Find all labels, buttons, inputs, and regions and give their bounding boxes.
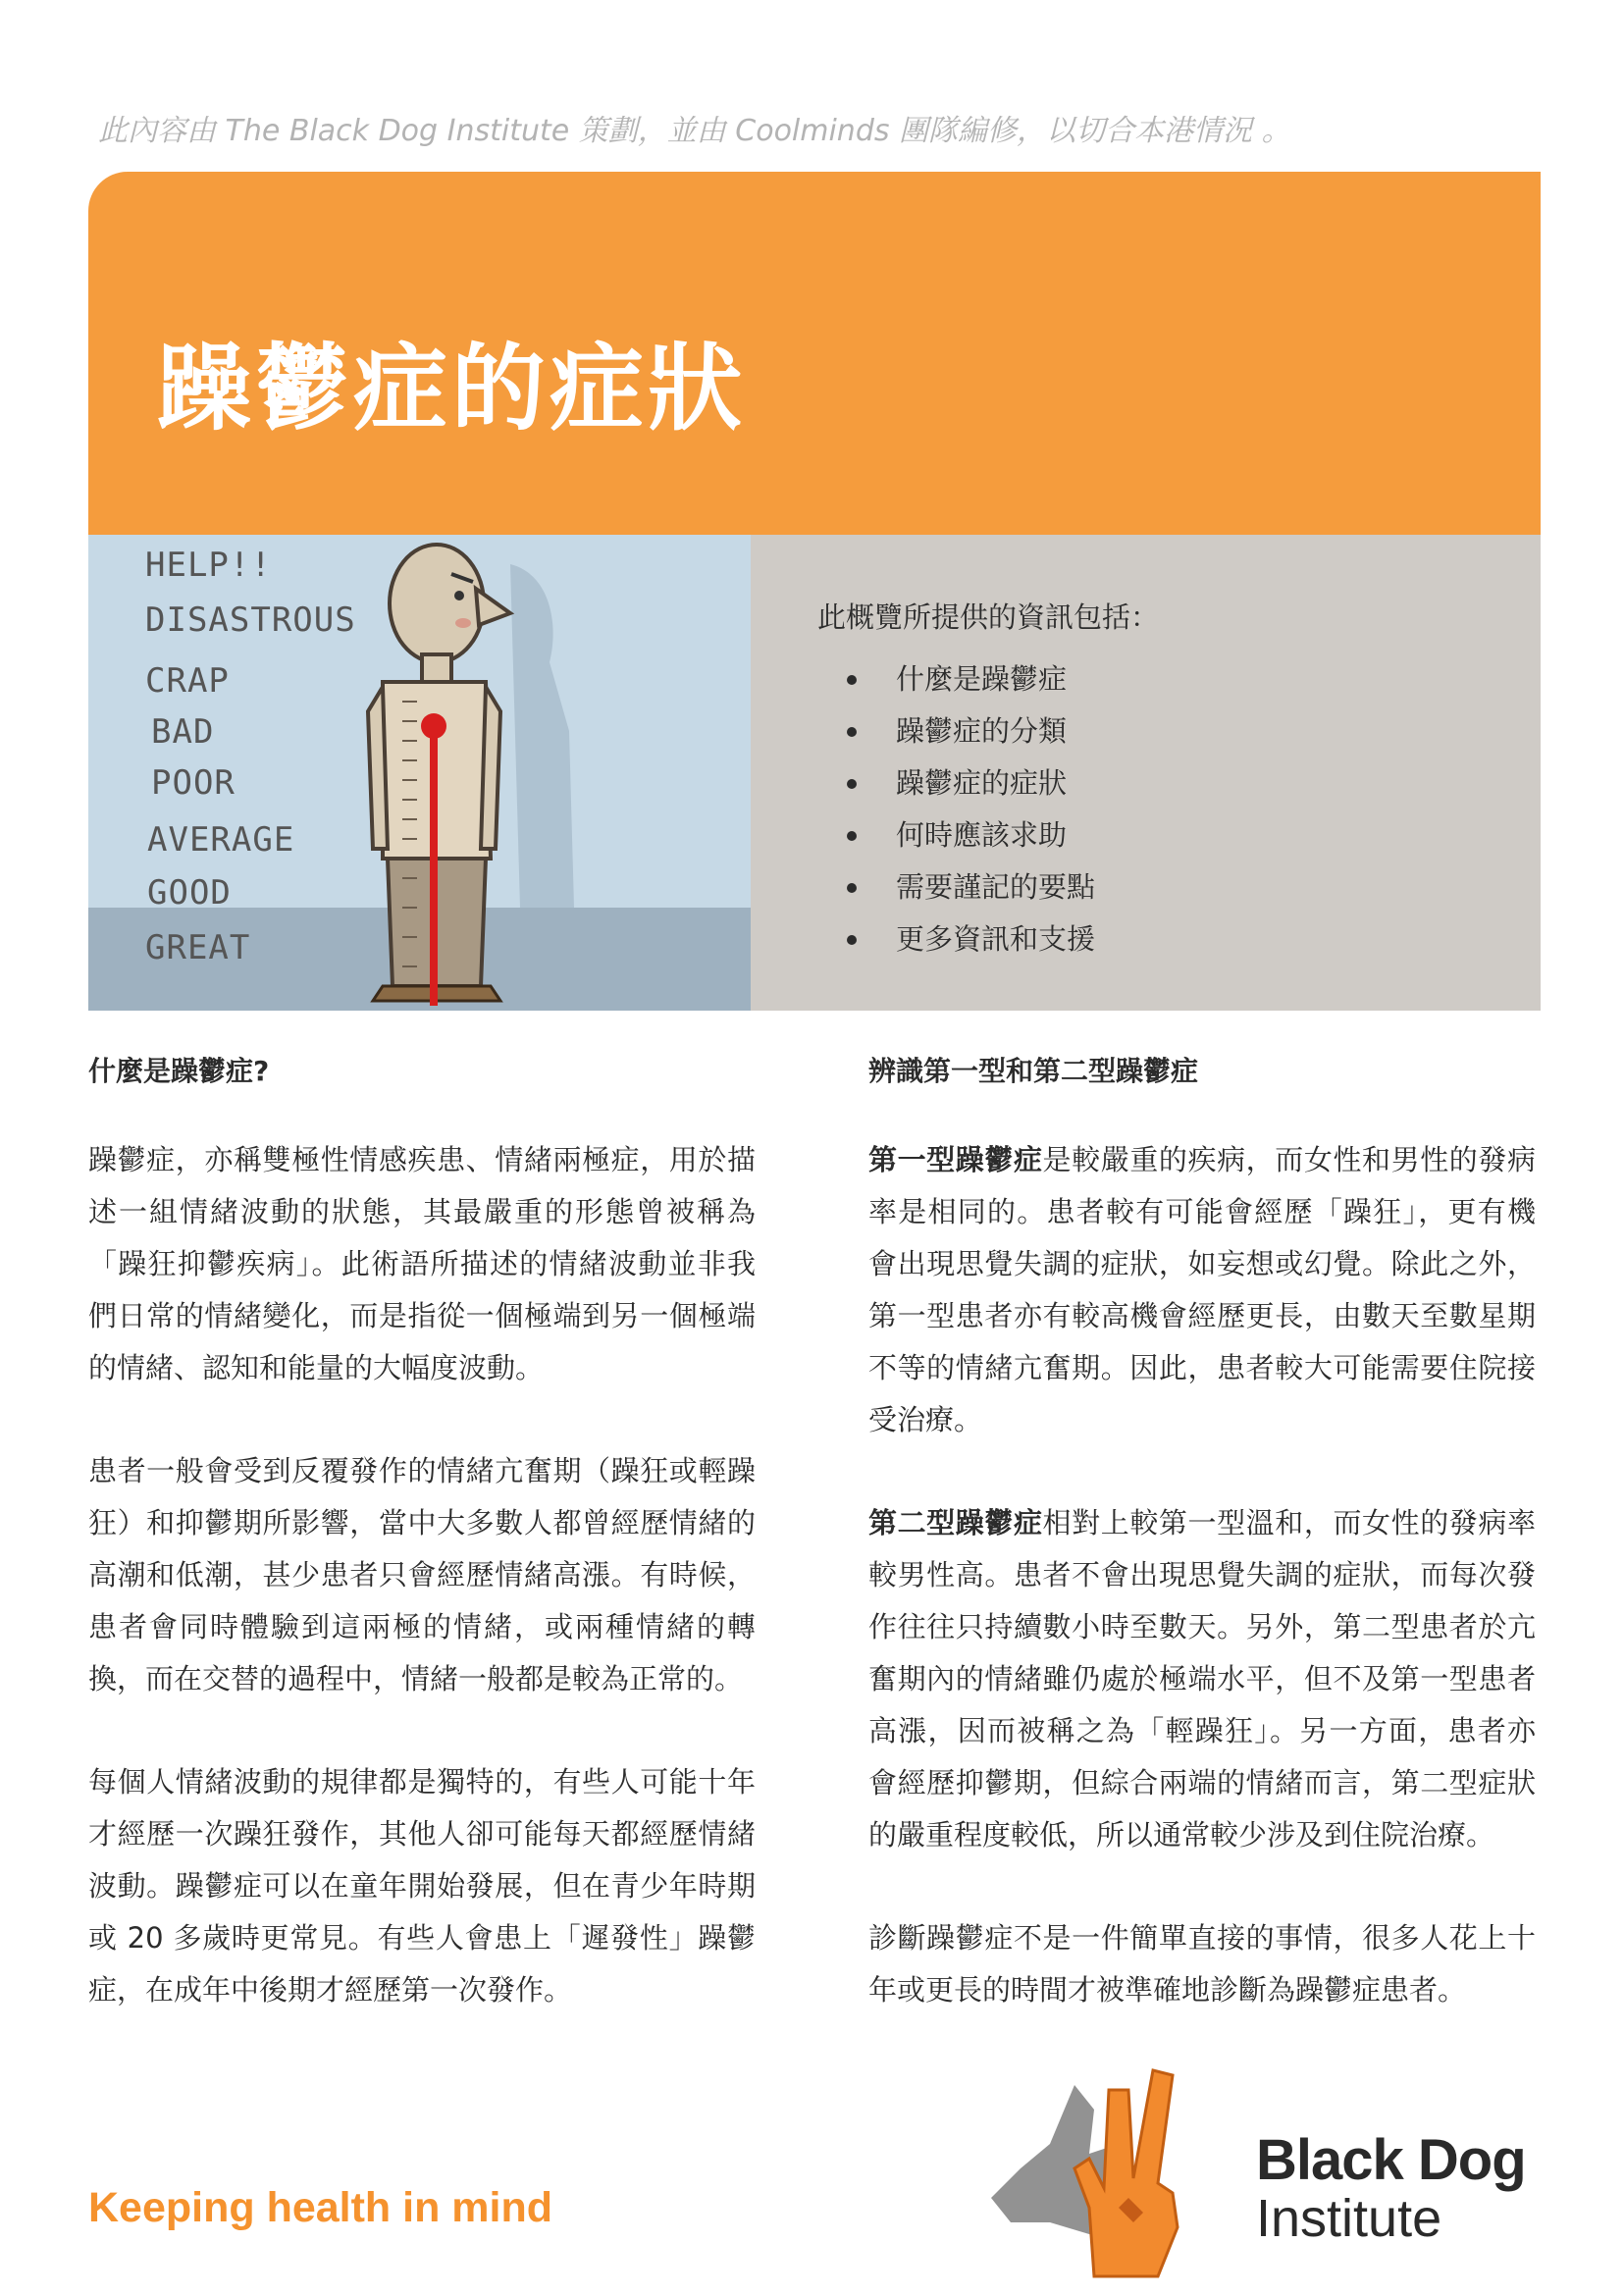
section-heading-types: 辨識第一型和第二型躁鬱症 — [868, 1055, 1199, 1087]
left-column — [88, 1050, 756, 2067]
scale-label: DISASTROUS — [145, 600, 356, 640]
scale-label: CRAP — [145, 661, 230, 701]
black-dog-logo — [981, 2051, 1570, 2286]
paragraph-text: 相對上較第一型溫和，而女性的發病率較男性高。患者不會出現思覺失調的症狀，而每次發作往往只持續數小時至數天。另外，第二型患者於亢奮期內的情緒雖仍處於極端水平，但不及第一型患者高漲，因而被稱之為「輕躁狂」。另一方面，患者亦會經歷抑鬱期，但綜合兩端的情緒而言，第二型症狀的嚴重程度較低，所以通常較少涉及到住院治療。 — [868, 1506, 1536, 1852]
overview-item: 躁鬱症的分類 — [817, 705, 1159, 757]
paragraph: 患者一般會受到反覆發作的情緒亢奮期（躁狂或輕躁狂）和抑鬱期所影響，當中大多數人都曾經歷情緒的高潮和低潮，甚少患者只會經歷情緒高漲。有時候，患者會同時體驗到這兩極的情緒，或兩種情緒的轉換，而在交替的過程中，情緒一般都是較為正常的。 — [88, 1454, 756, 1695]
scale-label: AVERAGE — [147, 820, 295, 860]
logo-subtitle: Institute — [1256, 2189, 1442, 2248]
overview-item: 何時應該求助 — [817, 809, 1159, 861]
logo-name: Black Dog — [1256, 2128, 1526, 2192]
overview-item: 需要謹記的要點 — [817, 861, 1159, 913]
tagline: Keeping health in mind — [88, 2184, 553, 2231]
dog-hand-logo-icon — [981, 2051, 1246, 2286]
overview-intro: 此概覽所提供的資訊包括： — [817, 600, 1160, 634]
scale-label: GREAT — [145, 928, 251, 967]
scale-label: GOOD — [147, 873, 232, 913]
overview-list — [817, 653, 1159, 965]
paragraph-type-1 — [868, 1134, 1536, 1446]
paragraph: 每個人情緒波動的規律都是獨特的，有些人可能十年才經歷一次躁狂發作，其他人卻可能每天都經歷情緒波動。躁鬱症可以在童年開始發展，但在青少年時期或 20 多歲時更常見。有些人會患上「遲發性」躁鬱症，在成年中後期才經歷第一次發作。 — [88, 1765, 756, 2007]
overview-panel — [751, 535, 1541, 1011]
paragraph-type-2 — [868, 1497, 1536, 1861]
paragraph-text: 是較嚴重的疾病，而女性和男性的發病率是相同的。患者較有可能會經歷「躁狂」，更有機會出現思覺失調的症狀，如妄想或幻覺。除此之外，第一型患者亦有較高機會經歷更長，由數天至數星期不等的情緒亢奮期。因此，患者較大可能需要住院接受治療。 — [868, 1143, 1536, 1436]
bold-term: 第二型躁鬱症 — [868, 1506, 1043, 1539]
scale-label: POOR — [151, 763, 236, 803]
scale-label: HELP!! — [145, 546, 272, 585]
overview-item: 躁鬱症的症狀 — [817, 757, 1159, 809]
mood-scale-image — [88, 535, 751, 1011]
paragraph: 診斷躁鬱症不是一件簡單直接的事情，很多人花上十年或更長的時間才被準確地診斷為躁鬱症患者。 — [868, 1921, 1536, 2007]
scale-label: BAD — [151, 712, 215, 752]
overview-item: 什麼是躁鬱症 — [817, 653, 1159, 705]
page-title: 躁鬱症的症狀 — [157, 334, 746, 443]
section-heading-what-is: 什麼是躁鬱症? — [88, 1055, 270, 1087]
credit-line: 此內容由 The Black Dog Institute 策劃，並由 Coolminds 團隊編修，以切合本港情況 。 — [98, 114, 1291, 148]
bold-term: 第一型躁鬱症 — [868, 1143, 1043, 1176]
paragraph: 躁鬱症，亦稱雙極性情感疾患、情緒兩極症，用於描述一組情緒波動的狀態，其最嚴重的形態曾被稱為「躁狂抑鬱疾病」。此術語所描述的情緒波動並非我們日常的情緒變化，而是指從一個極端到另一個極端的情緒、認知和能量的大幅度波動。 — [88, 1143, 756, 1384]
right-column — [868, 1050, 1536, 2067]
mood-scale-illustration — [88, 535, 751, 1011]
overview-item: 更多資訊和支援 — [817, 913, 1159, 965]
